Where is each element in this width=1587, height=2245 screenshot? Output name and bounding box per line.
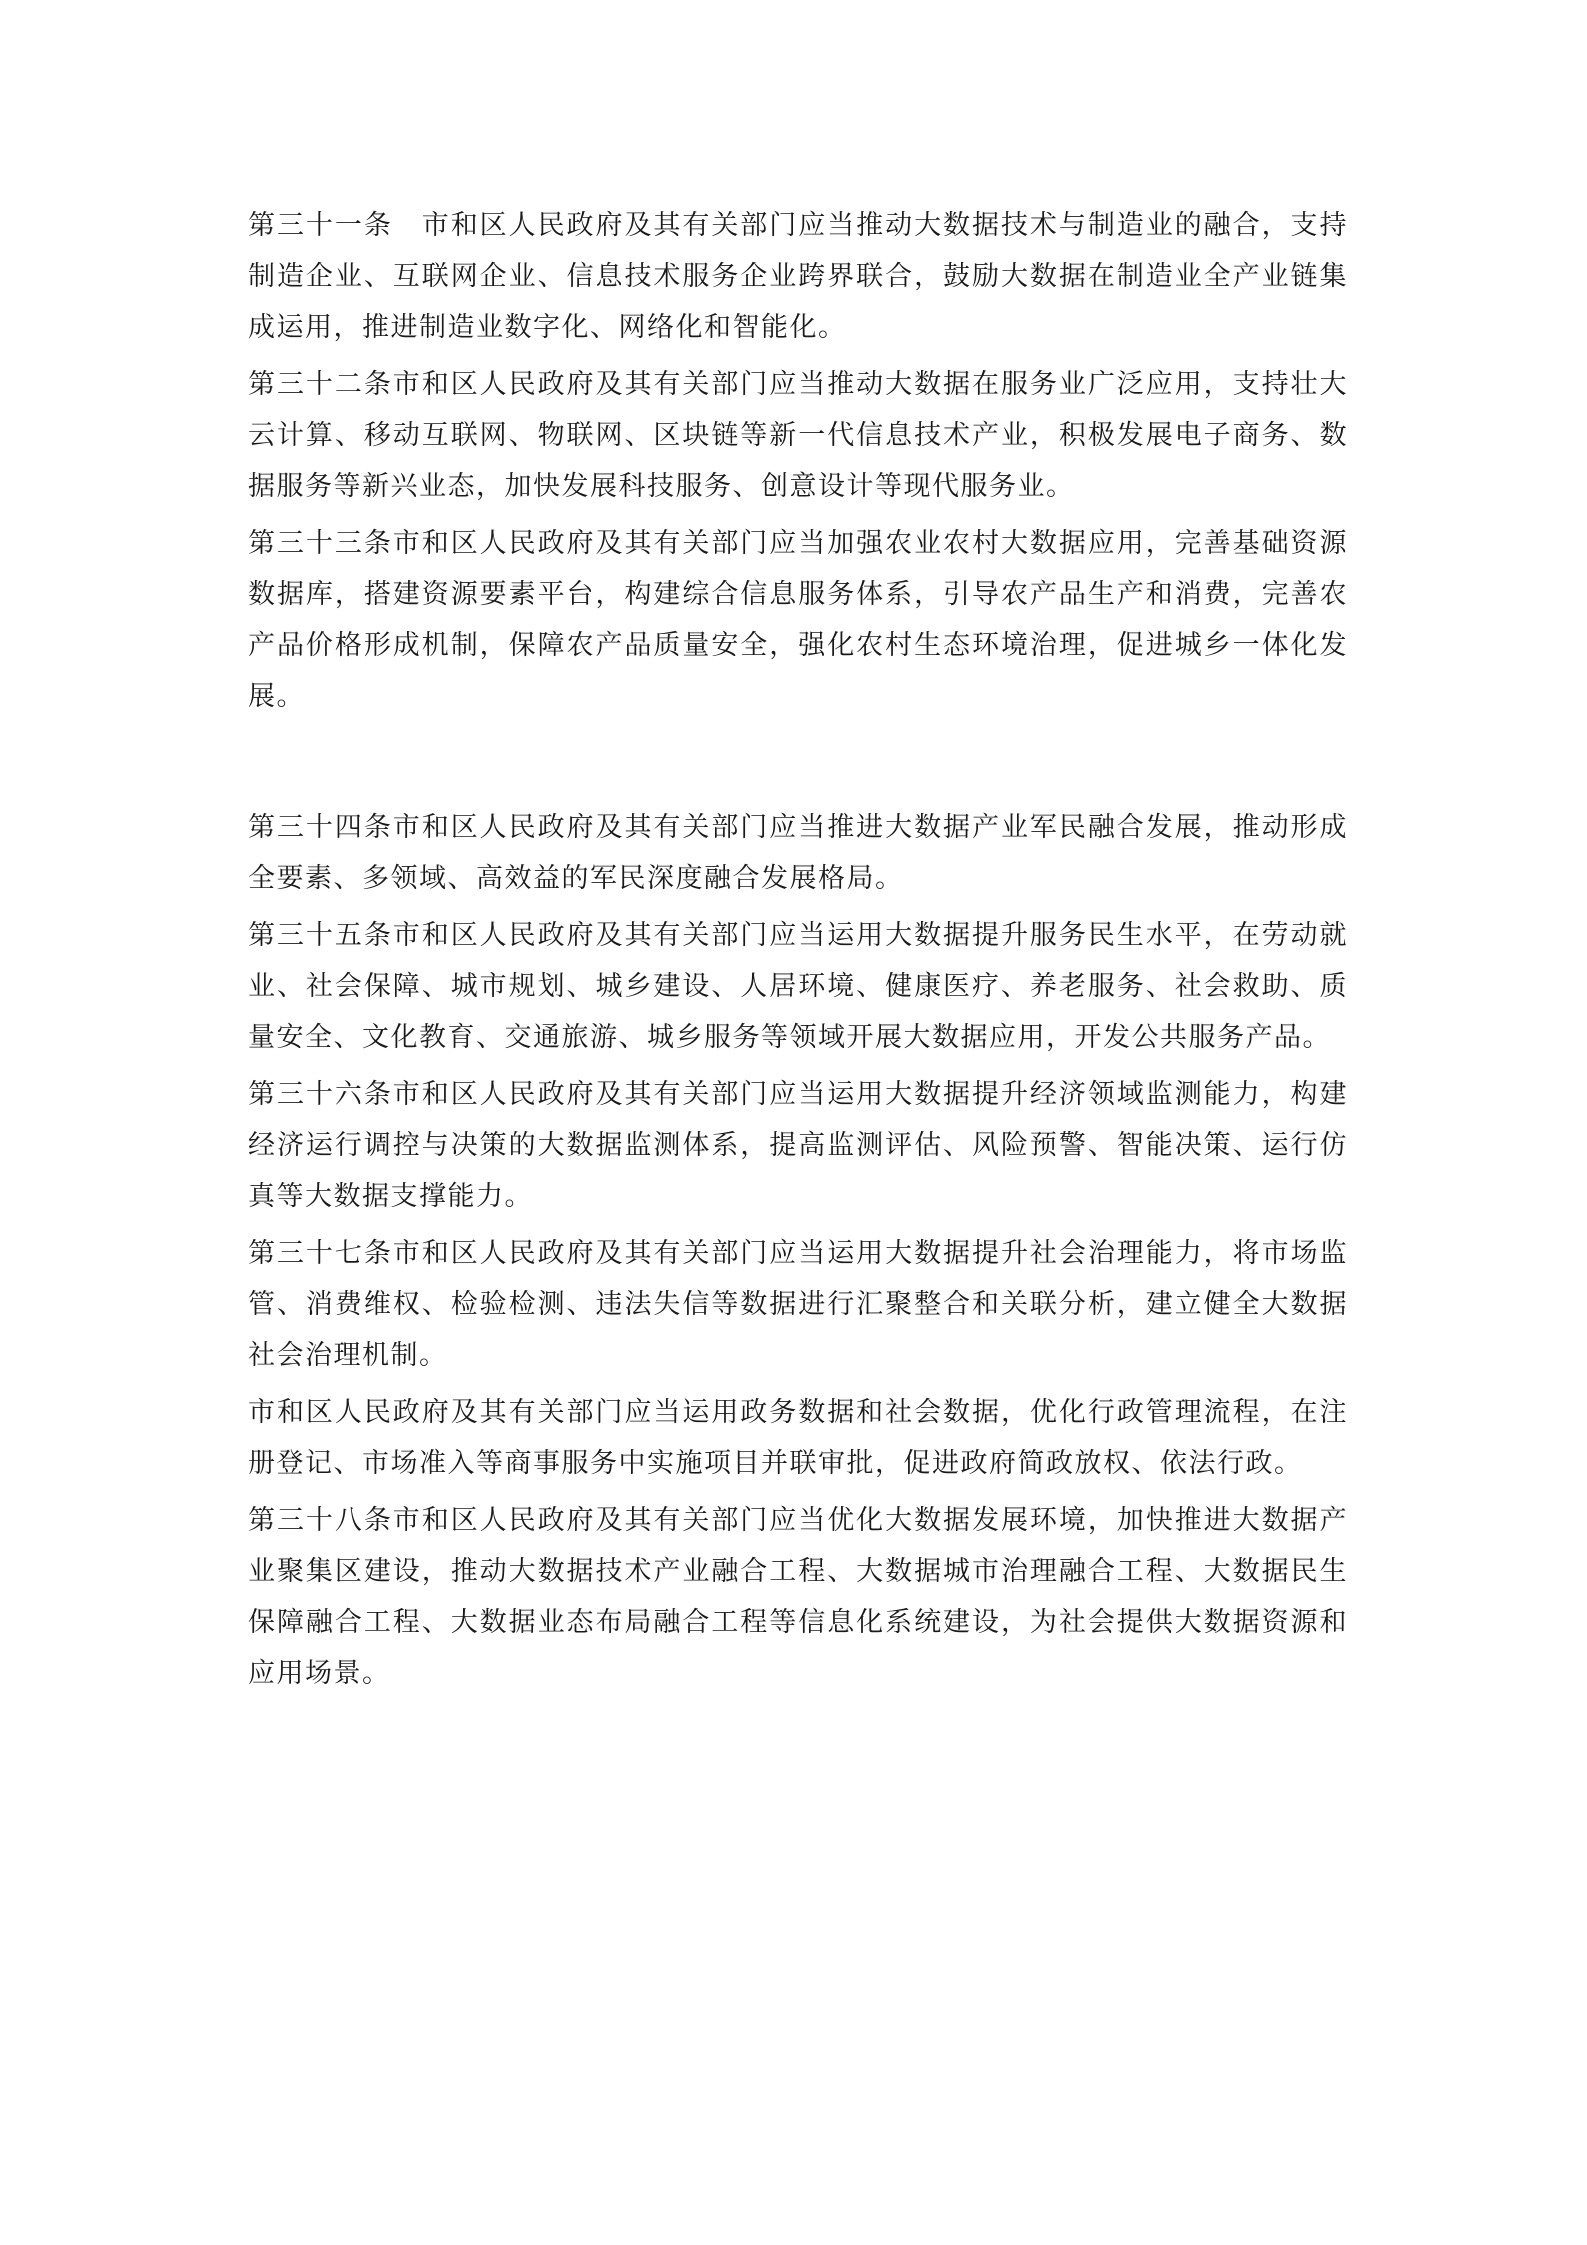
article-37-paragraph-2: 市和区人民政府及其有关部门应当运用政务数据和社会数据，优化行政管理流程，在注册登记、市场准入等商事服务中实施项目并联审批，促进政府简政放权、依法行政。 (248, 1397, 1348, 1479)
article-33: 第三十三条市和区人民政府及其有关部门应当加强农业农村大数据应用，完善基础资源数据库，搭建资源要素平台，构建综合信息服务体系，引导农产品生产和消费，完善农产品价格形成机制，保障农产品质量安全，强化农村生态环境治理，促进城乡一体化发展。 (248, 528, 1348, 712)
article-32: 第三十二条市和区人民政府及其有关部门应当推动大数据在服务业广泛应用，支持壮大云计算、移动互联网、物联网、区块链等新一代信息技术产业，积极发展电子商务、数据服务等新兴业态，加快发展科技服务、创意设计等现代服务业。 (248, 369, 1348, 502)
paragraph-gap (248, 728, 1348, 802)
article-35: 第三十五条市和区人民政府及其有关部门应当运用大数据提升服务民生水平，在劳动就业、社会保障、城市规划、城乡建设、人居环境、健康医疗、养老服务、社会救助、质量安全、文化教育、交通旅游、城乡服务等领域开展大数据应用，开发公共服务产品。 (248, 920, 1348, 1053)
article-34: 第三十四条市和区人民政府及其有关部门应当推进大数据产业军民融合发展，推动形成全要素、多领域、高效益的军民深度融合发展格局。 (248, 812, 1348, 894)
article-38: 第三十八条市和区人民政府及其有关部门应当优化大数据发展环境，加快推进大数据产业聚集区建设，推动大数据技术产业融合工程、大数据城市治理融合工程、大数据民生保障融合工程、大数据业态布局融合工程等信息化系统建设，为社会提供大数据资源和应用场景。 (248, 1505, 1348, 1689)
article-36: 第三十六条市和区人民政府及其有关部门应当运用大数据提升经济领域监测能力，构建经济运行调控与决策的大数据监测体系，提高监测评估、风险预警、智能决策、运行仿真等大数据支撑能力。 (248, 1079, 1348, 1212)
article-37: 第三十七条市和区人民政府及其有关部门应当运用大数据提升社会治理能力，将市场监管、消费维权、检验检测、违法失信等数据进行汇聚整合和关联分析，建立健全大数据社会治理机制。 (248, 1238, 1348, 1371)
document-body (248, 200, 1348, 1705)
article-31: 第三十一条 市和区人民政府及其有关部门应当推动大数据技术与制造业的融合，支持制造企业、互联网企业、信息技术服务企业跨界联合，鼓励大数据在制造业全产业链集成运用，推进制造业数字化、网络化和智能化。 (248, 210, 1348, 343)
